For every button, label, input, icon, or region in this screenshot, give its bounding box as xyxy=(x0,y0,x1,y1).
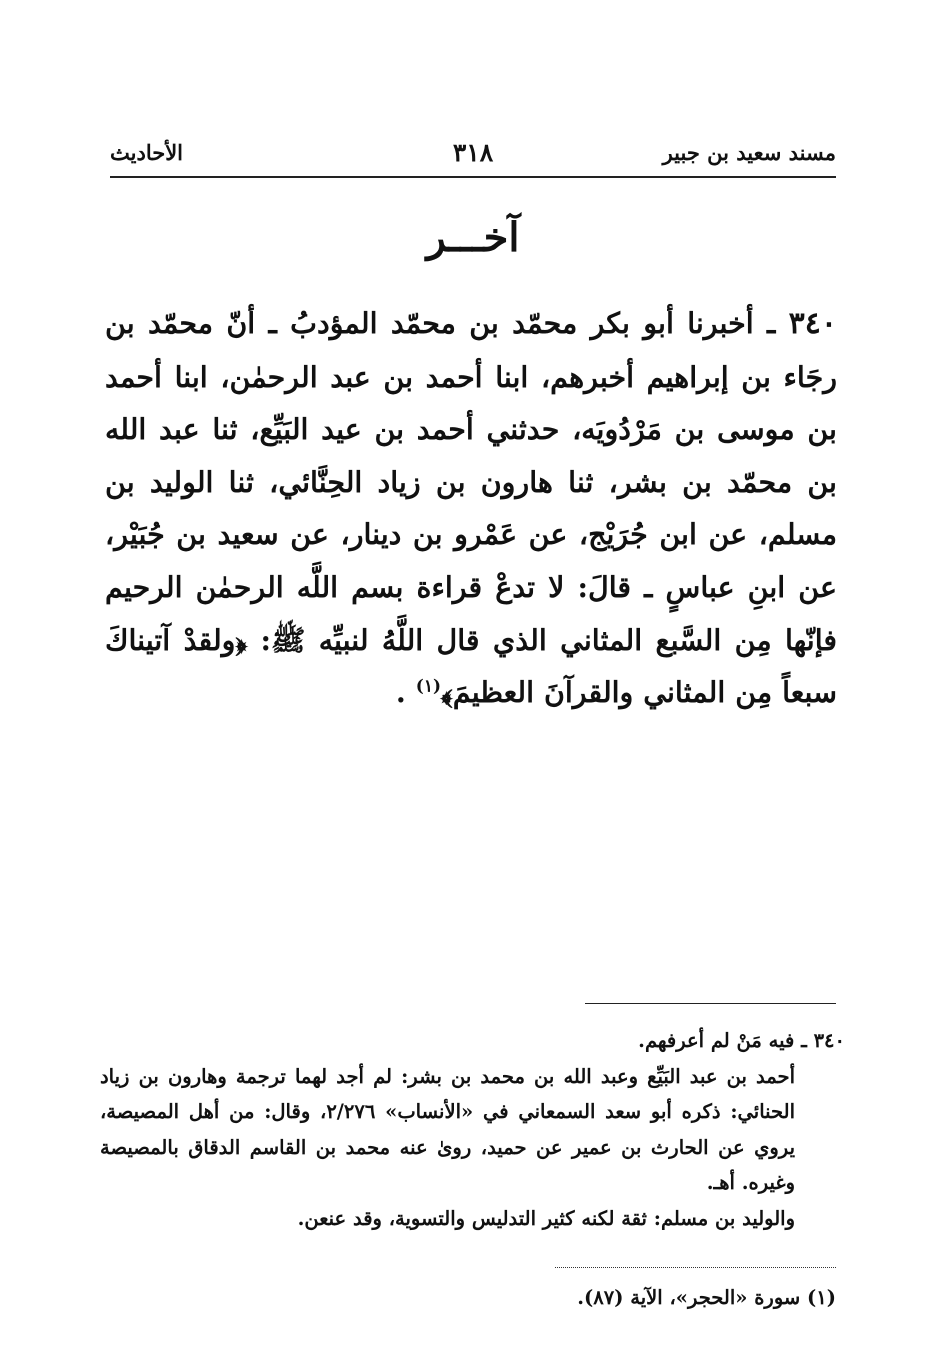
footnote: (١) سورة «الحجر»، الآية (٨٧). xyxy=(577,1286,836,1309)
footnote-separator xyxy=(555,1267,836,1268)
book-title: مسند سعيد بن جبير xyxy=(662,140,836,165)
page-number: ٣١٨ xyxy=(452,138,494,167)
notes-separator xyxy=(585,1003,836,1004)
running-head xyxy=(110,140,836,178)
note-body: أحمد بن عبد البَيِّع وعبد الله بن محمد بن بشر: لم أجد لهما ترجمة وهارون بن زياد الحنائي: ذكره أبو سعد السمعاني في «الأنساب» ٢/٢٧٦، وقال: من أهل المصيصة، يروي عن الحارث بن عمير عن حميد، روىٰ عنه محمد بن القاسم الدقاق بالمصيصة وغيره. أهـ. xyxy=(100,1064,796,1194)
header-rule xyxy=(110,176,836,178)
hadith-text: ـ أخبرنا أبو بكر محمّد بن محمّد المؤدبُ ـ أنّ محمّد بن رجَاء بن إبراهيم أخبرهم، ابنا أحمد بن عبد الرحمٰن، ابنا أحمد بن موسى بن مَرْدُويَه، حدثني أحمد بن عيد البَيِّع، ثنا عبد الله بن محمّد بن بشر، ثنا هارون بن زياد الحِنَّائي، ثنا الوليد بن مسلم، عن ابن جُرَيْج، عن عَمْرو بن دينار، عن سعيد بن جُبَيْر، عن ابنِ عباسٍ ـ قالَ: لا تدعْ قراءة بسم اللَّه الرحمٰن الرحيم فإنّها مِن السَّبع المثاني الذي قال اللَّهُ لنبيِّه ﷺ: ﴿ولقدْ آتيناكَ سبعاً مِن المثاني والقرآنَ العظيمَ﴾ xyxy=(105,306,837,710)
hadith-end: . xyxy=(395,675,416,710)
section-title: الأحاديث xyxy=(110,140,184,165)
note-heading: ٣٤٠ ـ فيه مَنْ لم أعرفهم. xyxy=(638,1029,845,1052)
hadith-text-block xyxy=(105,297,837,719)
chapter-title: آخـــر xyxy=(426,214,520,261)
footnote-marker: (١) xyxy=(415,676,442,697)
hadith-number: ٣٤٠ xyxy=(788,306,837,341)
notes-block xyxy=(100,1023,845,1236)
note-last-line: والوليد بن مسلم: ثقة لكنه كثير التدليس والتسوية، وقد عنعن. xyxy=(297,1206,795,1230)
